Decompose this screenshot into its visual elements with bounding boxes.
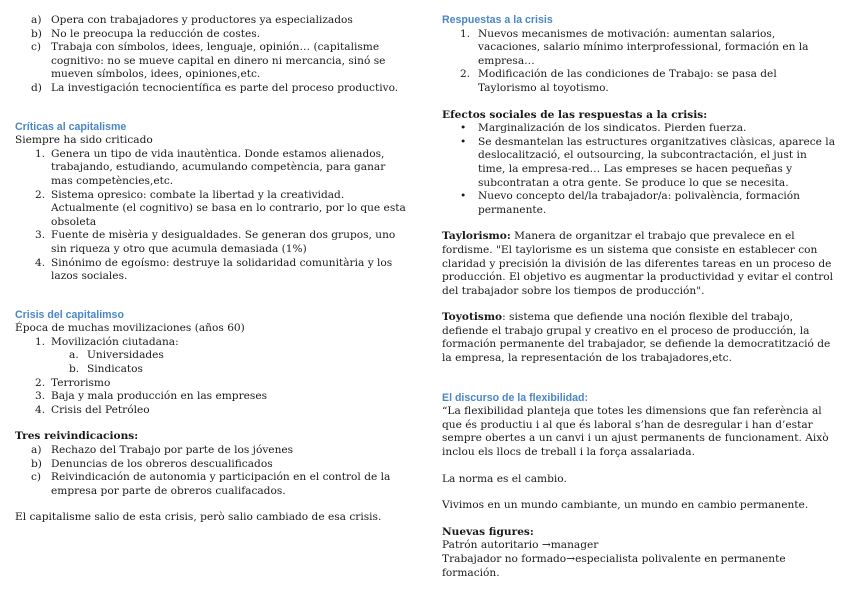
list-marker: b.: [69, 363, 80, 376]
crisis-intro: Época de muchas movilizaciones (años 60): [15, 322, 245, 335]
list-item: [15, 41, 410, 82]
criticas-heading: Críticas al capitalisme: [15, 120, 127, 133]
list-marker: a): [31, 14, 42, 26]
figures-line-2: Trabajador no formado→especialista polivalente en permanente formación.: [442, 553, 786, 579]
list-item: [15, 257, 410, 284]
list-item-text: Nuevo concepto del/la trabajador/a: polivalència, formación permanente.: [478, 190, 801, 216]
list-item-text: Terrorismo: [51, 376, 111, 389]
bullet-icon: •: [460, 122, 467, 135]
list-item-text: Sinónimo de egoísmo: destruye la solidaridad comunitària y los lazos sociales.: [51, 256, 393, 283]
list-marker: d): [31, 81, 42, 94]
list-item-text: Movilización ciutadana:: [51, 335, 179, 348]
list-item-text: Denuncias de los obreros descualificados: [51, 457, 273, 470]
figures-heading: Nuevas figures:: [442, 525, 534, 538]
list-item-text: La investigación tecnocientífica es parte del proceso productivo.: [51, 81, 399, 94]
list-marker: 4.: [35, 256, 46, 269]
list-item: [15, 82, 410, 96]
list-item-text: Fuente de misèria y desigualdades. Se generan dos grupos, uno sin riqueza y otro que acumula demasiada (1%): [51, 229, 396, 255]
list-marker: 4.: [35, 403, 46, 416]
list-item-text: Crisis del Petróleo: [51, 403, 150, 416]
list-item: [15, 458, 410, 472]
list-item: [442, 136, 837, 190]
list-item-text: Baja y mala producción en las empreses: [51, 390, 268, 403]
list-item: [15, 28, 410, 42]
list-marker: c): [31, 471, 42, 484]
list-marker: 3.: [35, 229, 46, 242]
list-item-text: Se desmantelan las estructures organitzatives clàsicas, aparece la deslocalització, el outsourcing, la subcontractación, el just in time, la empresa-red… Las empreses se hacen pequeñas y subcontratan a otra gente. Se produce lo que se necesita.: [478, 135, 836, 189]
list-item-text: Universidades: [87, 349, 164, 362]
reivindicaciones-list: [15, 444, 410, 498]
toyotismo-term: Toyotismo: [442, 311, 503, 324]
list-marker: 1.: [35, 147, 46, 160]
list-item-text: Modificación de las condiciones de Trabajo: se pasa del Taylorismo al toyotismo.: [478, 68, 777, 94]
list-item: [442, 28, 837, 69]
list-marker: c): [31, 41, 42, 54]
list-item: [442, 68, 837, 95]
list-marker: 2.: [35, 376, 46, 389]
list-marker: b): [31, 27, 42, 40]
right-column: [442, 0, 837, 580]
list-item: [442, 122, 837, 136]
criticas-list: [15, 148, 410, 284]
crisis-heading: Crisis del capitalimso: [15, 308, 124, 321]
criticas-intro: Siempre ha sido criticado: [15, 134, 153, 147]
crisis-list: [15, 336, 410, 418]
figures-line-1: Patrón autoritario →manager: [442, 539, 599, 552]
list-item: [442, 190, 837, 217]
toyotismo-paragraph: [442, 311, 837, 365]
bullet-icon: •: [460, 135, 467, 148]
list-item: [15, 14, 410, 28]
list-marker: 1.: [35, 335, 46, 348]
closing-paragraph: El capitalisme salio de esta crisis, però salio cambiado de esa crisis.: [15, 511, 382, 524]
discurso-line-1: La norma es el cambio.: [442, 472, 567, 485]
list-item: [15, 349, 410, 363]
efectos-list: [442, 122, 837, 217]
respuestas-heading: Respuestas a la crisis: [442, 14, 553, 26]
bullet-icon: •: [460, 190, 467, 203]
list-item-text: Rechazo del Trabajo por parte de los jóvenes: [51, 444, 294, 457]
list-item: [15, 229, 410, 256]
list-item: [15, 390, 410, 404]
intro-list: [15, 0, 410, 96]
list-item-text: Sindicatos: [87, 363, 143, 376]
list-marker: 2.: [35, 188, 46, 201]
list-item: [15, 148, 410, 189]
list-marker: a): [31, 444, 42, 457]
list-item-text: Genera un tipo de vida inautèntica. Donde estamos alienados, trabajando, estudiando, acumulando competència, para ganar mas competències,etc.: [51, 147, 386, 187]
list-marker: b): [31, 457, 42, 470]
list-item-text: No le preocupa la reducción de costes.: [51, 27, 261, 40]
taylorismo-text: Manera de organitzar el trabajo que prevalece en el fordisme. "El taylorisme es un sistema que consiste en establecer con claridad y precisión la división de las diferentes tareas en un proceso de producción. El objetivo es augmentar la productividad y evitar el control del trabajador sobre los tiempos de producción".: [442, 230, 834, 297]
left-column: [15, 0, 410, 525]
list-marker: 1.: [460, 27, 471, 40]
discurso-line-2: Vivimos en un mundo cambiante, un mundo en cambio permanente.: [442, 499, 809, 512]
list-item: [15, 377, 410, 391]
list-marker: a.: [69, 349, 79, 362]
list-item: [15, 189, 410, 230]
discurso-quote: “La flexibilidad planteja que totes les dimensions que fan referència al que és productiu i al que és laboral s’han de desregular i han d’estar sempre obertes a un canvi i un ajust permanents de funcionament. Això inclou els llocs de treball i la força assalariada.: [442, 405, 829, 459]
list-item-text: Opera con trabajadores y productores ya especializados: [51, 14, 353, 26]
discurso-heading: El discurso de la flexibilidad:: [442, 391, 588, 404]
list-item: [15, 404, 410, 418]
respuestas-list: [442, 28, 837, 96]
list-item: [15, 336, 410, 350]
list-item-text: Marginalización de los sindicatos. Pierden fuerza.: [478, 122, 747, 135]
list-item-text: Reivindicación de autonomia y participación en el control de la empresa por parte de obreros cualifacados.: [51, 471, 391, 497]
taylorismo-term: Taylorismo:: [442, 230, 511, 243]
list-item-text: Sistema opresico: combate la libertad y la creatividad. Actualmente (el cognitivo) se basa en lo contrario, por lo que esta obsoleta: [51, 188, 406, 228]
reivindicaciones-heading: Tres reivindicacions:: [15, 430, 139, 443]
list-marker: 2.: [460, 68, 471, 81]
taylorismo-paragraph: [442, 230, 837, 298]
list-item-text: Trabaja con símbolos, idees, lenguaje, opinión… (capitalisme cognitivo: no se mueve capital en dinero ni mercancia, sinó se mueven símbolos, idees, opiniones,etc.: [51, 41, 386, 81]
list-marker: 3.: [35, 390, 46, 403]
list-item: [15, 471, 410, 498]
efectos-heading: Efectos sociales de las respuestas a la crisis:: [442, 108, 708, 121]
toyotismo-text: : sistema que defiende una noción flexible del trabajo, defiende el trabajo grupal y creativo en el proceso de producción, la formación permanente del trabajador, se defiende la democratització de la empresa, la representación de los trabajadores,etc.: [442, 311, 831, 365]
list-item-text: Nuevos mecanismes de motivación: aumentan salarios, vacaciones, salario mínimo interprofessional, formación en la empresa…: [478, 27, 809, 67]
list-item: [15, 363, 410, 377]
list-item: [15, 444, 410, 458]
